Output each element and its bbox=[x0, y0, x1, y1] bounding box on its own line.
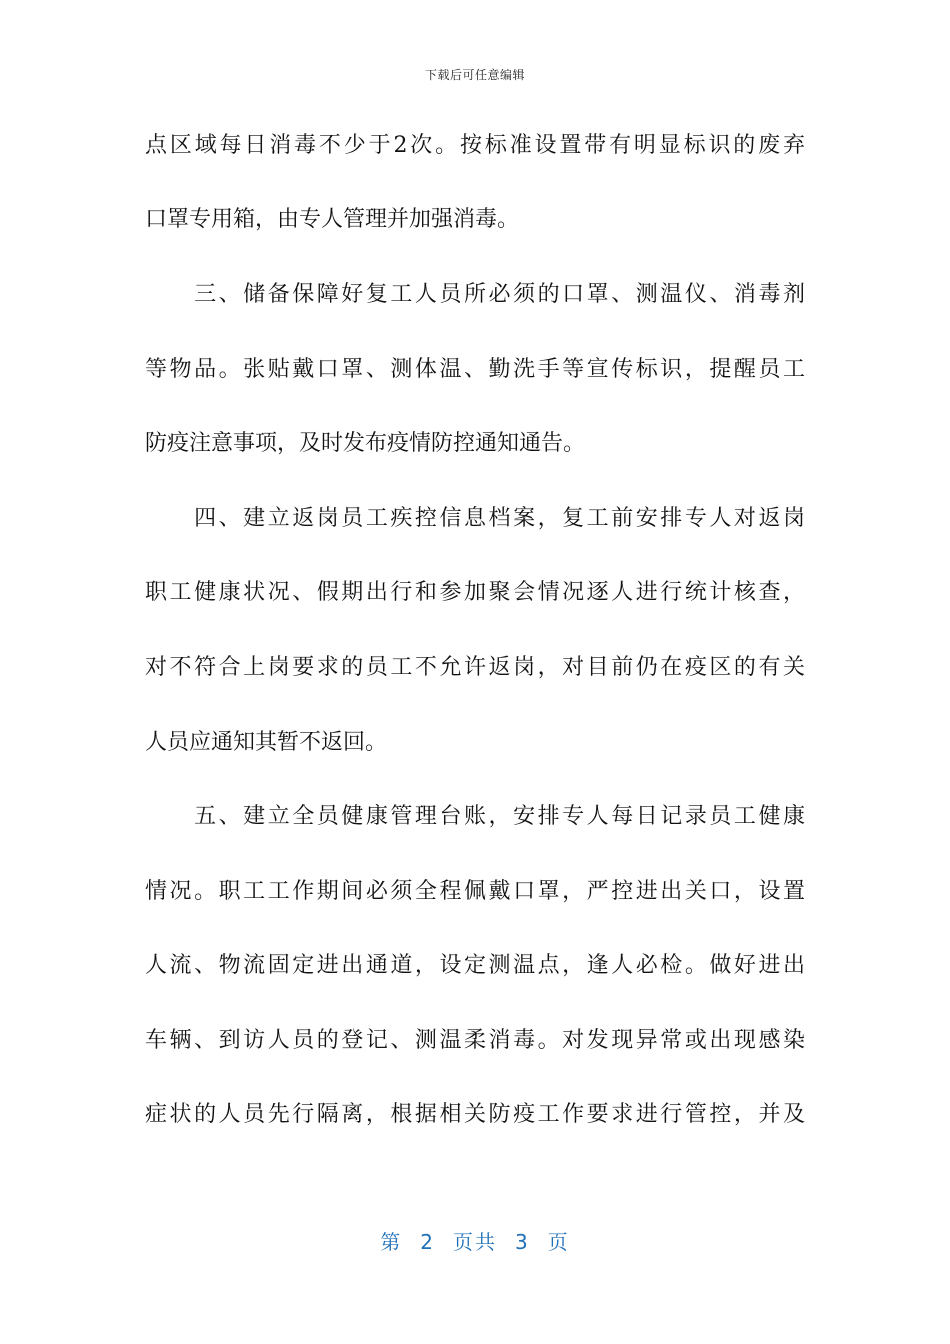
page-label-suffix: 页 bbox=[547, 1230, 570, 1254]
page-label-prefix: 第 bbox=[380, 1230, 403, 1254]
body-line: 三、储备保障好复工人员所必须的口罩、测温仪、消毒剂 bbox=[145, 282, 805, 307]
body-line: 等物品。张贴戴口罩、测体温、勤洗手等宣传标识，提醒员工 bbox=[145, 357, 805, 382]
body-line: 防疫注意事项，及时发布疫情防控通知通告。 bbox=[145, 431, 586, 456]
page-number: 2 bbox=[420, 1230, 435, 1254]
body-line: 职工健康状况、假期出行和参加聚会情况逐人进行统计核查， bbox=[145, 580, 805, 605]
body-line: 车辆、到访人员的登记、测温柔消毒。对发现异常或出现感染 bbox=[145, 1028, 805, 1053]
page-label-mid: 页共 bbox=[453, 1230, 497, 1254]
body-line: 人员应通知其暂不返回。 bbox=[145, 730, 388, 755]
body-line: 人流、物流固定进出通道，设定测温点，逢人必检。做好进出 bbox=[145, 953, 805, 978]
page-header: 下载后可任意编辑 bbox=[424, 68, 525, 82]
total-pages: 3 bbox=[515, 1230, 530, 1254]
body-line: 情况。职工工作期间必须全程佩戴口罩，严控进出关口，设置 bbox=[145, 879, 805, 904]
body-line: 口罩专用箱，由专人管理并加强消毒。 bbox=[145, 207, 520, 232]
body-line: 五、建立全员健康管理台账，安排专人每日记录员工健康 bbox=[145, 804, 805, 829]
body-line: 对不符合上岗要求的员工不允许返岗，对目前仍在疫区的有关 bbox=[145, 655, 805, 680]
body-line: 点区域每日消毒不少于2次。按标准设置带有明显标识的废弃 bbox=[145, 133, 805, 158]
page-footer bbox=[0, 1226, 950, 1255]
body-line: 四、建立返岗员工疾控信息档案，复工前安排专人对返岗 bbox=[145, 506, 805, 531]
body-line: 症状的人员先行隔离，根据相关防疫工作要求进行管控，并及 bbox=[145, 1102, 805, 1127]
